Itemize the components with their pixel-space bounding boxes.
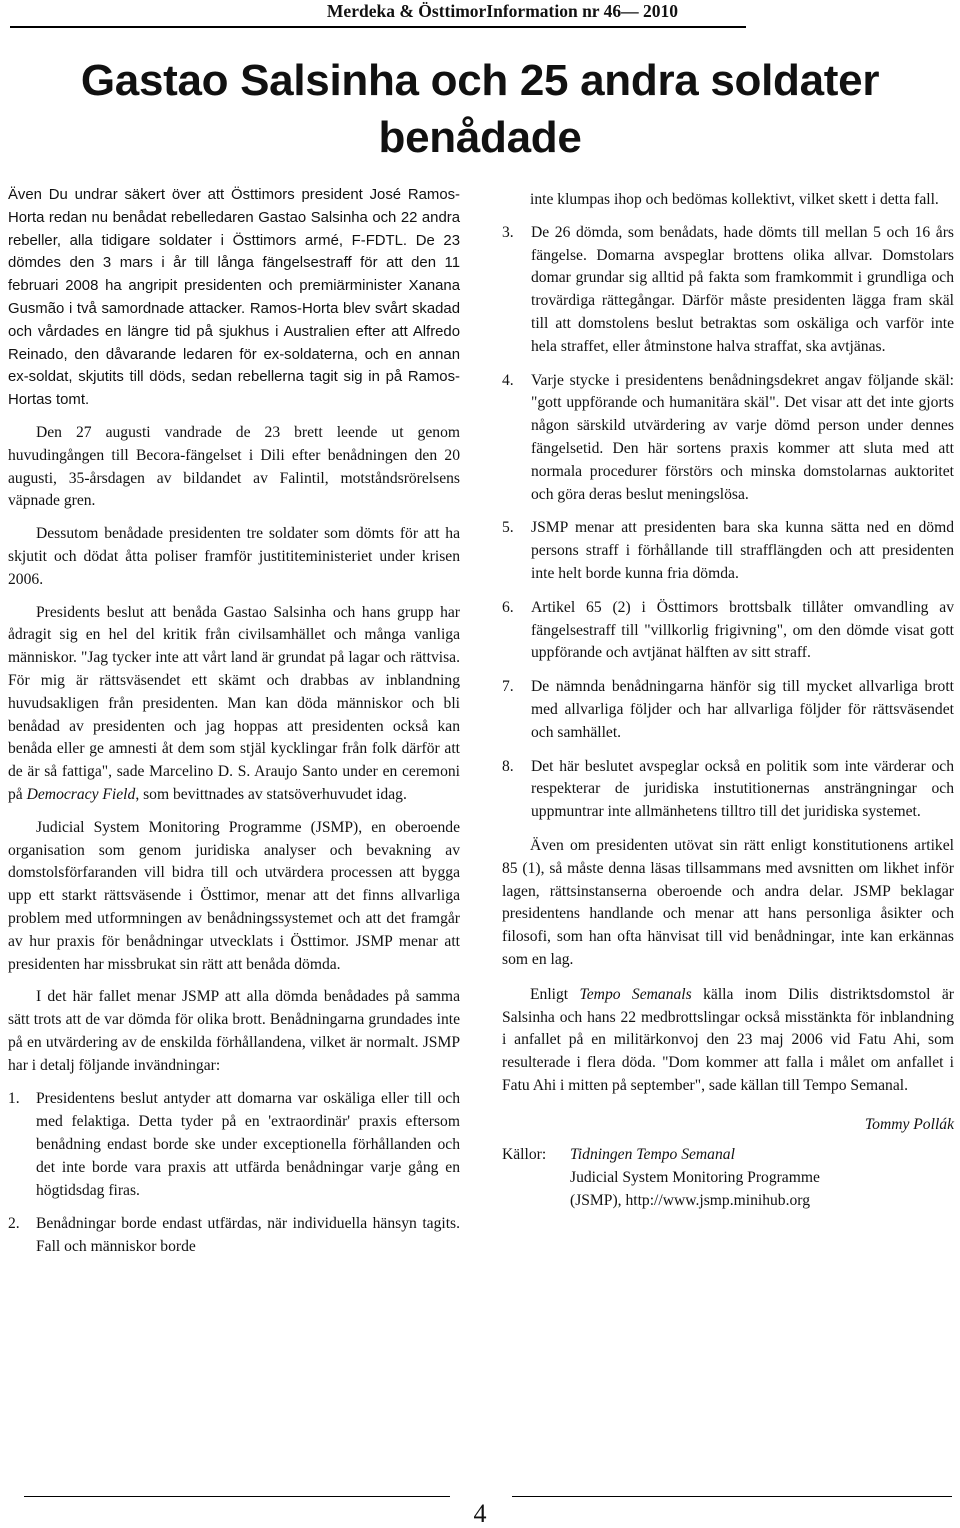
- list-item-continuation: [502, 189, 954, 212]
- body-paragraph: Dessutom benådade presidenten tre soldater som dömts för att ha skjutit och dödat åtta poliser framför justititeministeriet under krisen 2006.: [8, 525, 460, 588]
- list-item: [502, 676, 954, 744]
- item-text: JSMP menar att presidenten bara ska kunna sätta ned en dömd persons straff i förhållande till strafflängden och att presidenten inte helt borde kunna fria dömda.: [531, 519, 954, 582]
- sources-label: Källor:: [502, 1146, 547, 1164]
- item-number: 7.: [502, 678, 514, 696]
- newspaper-name: Tempo Semanals: [579, 985, 692, 1003]
- footer-rule-left: [24, 1496, 450, 1497]
- text-run: Presidents beslut att benåda Gastao Salsinha och hans grupp har ådragit sig en hel del kritik från civilsamhället och många vanliga människor. "Jag tycker inte att vårt land är grundat på lagar och rättvisa. För mig är rättsväsendet ett skämt och drabbas av inblandning huvudsakligen från presidenten. Man kan döda människor och bli benådad av presidenten och jag hoppas att presidenten också kan benåda eller ge amnesti åt dem som stjäl kycklingar från folk därför att de är så fattiga", sade Marcelino D. S. Araujo Santo under en ceremoni på: [8, 603, 460, 803]
- body-paragraph: I det här fallet menar JSMP att alla dömda benådades på samma sätt trots att de var dömda för olika brott. Benådningarna grundades inte på en utvärdering av de enskilda förhållandena, vilket är normalt. JSMP har i detalj följande invändningar:: [8, 988, 460, 1074]
- body-paragraph: [502, 984, 954, 1098]
- item-text: Varje stycke i presidentens benådningsdekret angav följande skäl: "gott uppförande och humanitära skäl". Det visar att det inte gjorts någon särskild utvärdering av varje dömd person under dennes fängelsetid. Den här sortens praxis kommer att sluta med att normala procedurer förstörs och minska domstolarnas auktoritet och göra deras beslut meningslösa.: [531, 371, 954, 503]
- body-paragraph: Även om presidenten utövat sin rätt enligt konstitutionens artikel 85 (1), så måste denna läsas tillsammans med avsnitten om likhet inför lagen, rättsinstanserna oberoende och andra delar. JSMP beklagar presidentens handlande och menar att hans personliga åsikter och filosofi, som han ofta hänvisat till vid benådningar, inte kan erkännas som en lag.: [502, 836, 954, 968]
- page-number: 4: [473, 1499, 487, 1528]
- text-run: , som bevittnades av statsöverhuvudet idag.: [135, 785, 407, 803]
- item-text: Det här beslutet avspeglar också en politik som inte värderar och respekterar de juridiska instutitionernas ansträngningar och uppmuntrar inte allmänhetens tilltro till det juridiska systemet.: [531, 757, 954, 821]
- item-number: 5.: [502, 519, 514, 537]
- right-column: [502, 189, 954, 1213]
- item-text: Artikel 65 (2) i Östtimors brottsbalk tillåter omvandling av fängelsestraff till "villkorlig frigivning", om den dömde visat gott uppförande och avtjänat hälften av sitt straff.: [531, 598, 954, 662]
- list-item: [502, 370, 954, 507]
- objections-list: [8, 1088, 460, 1259]
- list-item: [8, 1213, 460, 1259]
- sources-list: [570, 1144, 820, 1212]
- author-signature: Tommy Pollák: [864, 1115, 954, 1133]
- event-name: Democracy Field: [26, 785, 136, 803]
- source-item: [570, 1144, 820, 1167]
- item-text: inte klumpas ihop och bedömas kollektivt, vilket skett i detta fall.: [530, 191, 939, 208]
- list-item: [502, 597, 954, 665]
- article-headline: Gastao Salsinha och 25 andra soldater benådade: [80, 56, 880, 162]
- sources-block: [502, 1144, 954, 1212]
- left-column: [8, 184, 460, 1270]
- footer-rule-right: [512, 1496, 952, 1497]
- list-item: [8, 1088, 460, 1202]
- item-text: De nämnda benådningarna hänför sig till mycket allvarliga brott med allvarliga följder och har allvarliga följder för rättsväsendet och samhället.: [531, 678, 954, 741]
- lead-paragraph: Även Du undrar säkert över att Östtimors president José Ramos-Horta redan nu benådat rebelledaren Gastao Salsinha och 22 andra rebeller, alla tidigare soldater i Östtimors armé, F-FDTL. De 23 dömdes den 3 mars i år till långa fängelsestraff för att den 11 februari 2008 ha angripit presidenten och premiärminister Xanana Gusmão i två samordnade attacker. Ramos-Horta blev svårt skadad och vårdades en längre tid på sjukhus i Australien efter att Alfredo Reinado, den dåvarande ledaren för ex-soldaterna, och en annan ex-soldat, skjutits till döds, sedan rebellerna tagit sig in på Ramos-Hortas tomt.: [8, 187, 460, 409]
- body-paragraph: [8, 602, 460, 807]
- source-item: Judicial System Monitoring Programme: [570, 1169, 820, 1187]
- body-paragraph: Judicial System Monitoring Programme (JSMP), en oberoende organisation som genom juridiska analyser och bevakning av domstolsförfaranden vill bidra till och utvärdera processen att bygga upp ett starkt rättsväsende i Östtimor, menar att det finns allvarliga problem med utformningen av benådningssystemet och att det framgår av hur praxis för benådningar utvecklats i Östtimor. JSMP menar att presidenten har missbrukat sin rätt att benåda dömda.: [8, 818, 460, 973]
- item-number: 6.: [502, 598, 514, 616]
- item-text: Presidentens beslut antyder att domarna var oskäliga eller till och med felaktiga. Detta tyder på en 'extraordinär' praxis eftersom benådning endast borde ske under exceptionella förhållanden och det inte borde vara praxis att utfärda benådningar varje gång en högtidsdag firas.: [36, 1090, 460, 1199]
- publication-title: Merdeka & ÖsttimorInformation nr 46— 2010: [326, 1, 678, 21]
- page-header: [0, 0, 960, 30]
- list-item: [502, 756, 954, 824]
- list-item: [502, 517, 954, 585]
- header-rule: [10, 26, 746, 28]
- text-run: Enligt: [530, 985, 580, 1003]
- body-paragraph: Den 27 augusti vandrade de 23 brett leende ut genom huvudingången till Becora-fängelset i Dili efter benådningen den 20 augusti, 35-årsdagen av bildandet av Falintil, motståndsrörelsens väpnade gren.: [8, 423, 460, 510]
- item-text: De 26 dömda, som benådats, hade dömts till mellan 5 och 16 års fängelse. Domarna avspeglar brottens olika allvar. Domstolars domar grundar sig alltid på fakta som framkommit i grundliga och trovärdiga rättegångar. Därför måste presidenten lägga fram skäl till att domstolens beslut betraktas som oskäliga och varför inte hela straffet, eller åtminstone halva straffat, ska avtjänas.: [531, 223, 954, 355]
- item-text: Benådningar borde endast utfärdas, när individuella hänsyn tagits. Fall och människor borde: [36, 1215, 460, 1256]
- item-number: 1.: [8, 1090, 20, 1108]
- item-number: 8.: [502, 757, 514, 775]
- text-run: källa inom Dilis distriktsdomstol är Salsinha och hans 22 medbrottslingar också misstänkta för inblandning i anfallet på en militärkonvoj den 23 maj 2006 vid Fatu Ahi, som resulterade i flera döda. "Dom kommer att falla i målet om anfallet i Fatu Ahi i mitten på september", sade källan till Tempo Semanal.: [502, 985, 954, 1094]
- source-item: (JSMP), http://www.jsmp.minihub.org: [570, 1192, 810, 1210]
- list-item: [502, 222, 954, 359]
- item-number: 4.: [502, 371, 514, 389]
- objections-list: [502, 222, 954, 824]
- item-number: 3.: [502, 223, 514, 241]
- item-number: 2.: [8, 1215, 20, 1233]
- source-title: Tidningen Tempo Semanal: [570, 1146, 735, 1164]
